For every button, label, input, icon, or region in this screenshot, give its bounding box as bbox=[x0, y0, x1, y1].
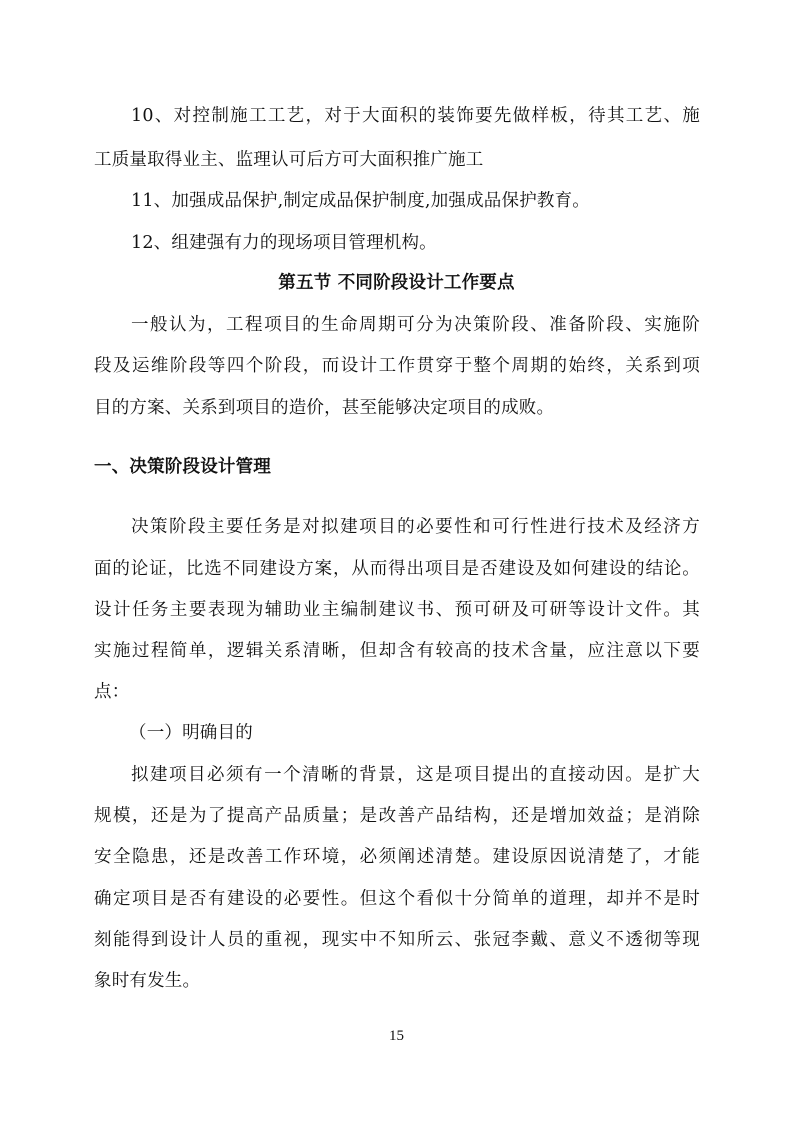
item-10-line-2: 工质量取得业主、监理认可后方可大面积推广施工 bbox=[94, 150, 484, 170]
purpose-paragraph-line-6: 象时有发生。 bbox=[94, 971, 201, 991]
purpose-paragraph-line-5: 刻能得到设计人员的重视，现实中不知所云、张冠李戴、意义不透彻等现 bbox=[94, 930, 700, 950]
purpose-paragraph-line-4: 确定项目是否有建设的必要性。但这个看似十分简单的道理，却并不是时 bbox=[94, 889, 700, 909]
decision-paragraph-line-5: 点： bbox=[94, 682, 130, 702]
item-12: 12、组建强有力的现场项目管理机构。 bbox=[131, 233, 437, 253]
decision-paragraph-line-2: 面的论证，比选不同建设方案，从而得出项目是否建设及如何建设的结论。 bbox=[94, 559, 700, 579]
heading-decision-stage: 一、决策阶段设计管理 bbox=[94, 457, 271, 477]
decision-paragraph-line-1: 决策阶段主要任务是对拟建项目的必要性和可行性进行技术及经济方 bbox=[131, 517, 700, 537]
purpose-paragraph-line-3: 安全隐患，还是改善工作环境，必须阐述清楚。建设原因说清楚了，才能 bbox=[94, 847, 700, 867]
page-number: 15 bbox=[389, 1028, 404, 1044]
subheading-clarify-purpose: （一）明确目的 bbox=[129, 723, 253, 743]
decision-paragraph-line-4: 实施过程简单，逻辑关系清晰，但却含有较高的技术含量，应注意以下要 bbox=[94, 641, 700, 661]
intro-line-2: 段及运维阶段等四个阶段，而设计工作贯穿于整个周期的始终，关系到项 bbox=[94, 356, 700, 376]
decision-paragraph-line-3: 设计任务主要表现为辅助业主编制建议书、预可研及可研等设计文件。其 bbox=[94, 600, 700, 620]
intro-line-3: 目的方案、关系到项目的造价，甚至能够决定项目的成败。 bbox=[94, 398, 555, 418]
purpose-paragraph-line-2: 规模，还是为了提高产品质量；是改善产品结构，还是增加效益；是消除 bbox=[94, 806, 700, 826]
item-11: 11、加强成品保护,制定成品保护制度,加强成品保护教育。 bbox=[131, 191, 590, 211]
section-title: 第五节 不同阶段设计工作要点 bbox=[278, 273, 515, 293]
item-10-line-1: 10、对控制施工工艺，对于大面积的装饰要先做样板，待其工艺、施 bbox=[131, 106, 700, 126]
purpose-paragraph-line-1: 拟建项目必须有一个清晰的背景，这是项目提出的直接动因。是扩大 bbox=[131, 765, 700, 785]
intro-line-1: 一般认为，工程项目的生命周期可分为决策阶段、准备阶段、实施阶 bbox=[131, 315, 700, 335]
